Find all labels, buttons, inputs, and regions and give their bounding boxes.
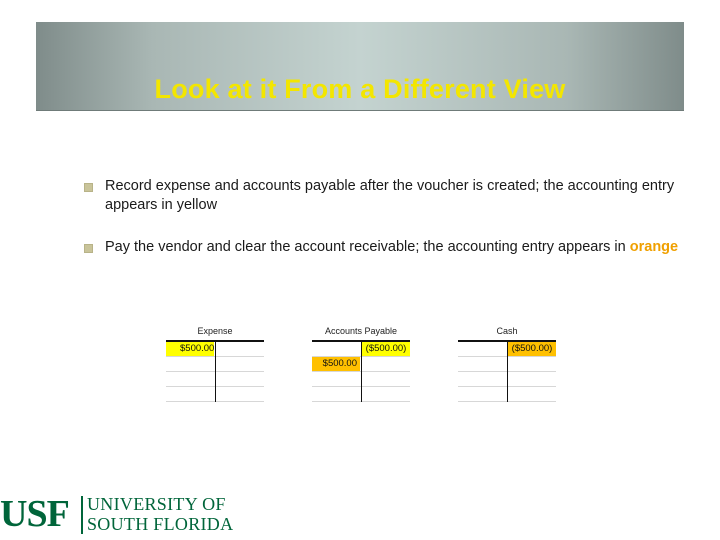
slide-title: Look at it From a Different View (154, 74, 566, 104)
t-accounts-figure (166, 322, 556, 402)
t-account-accounts-payable (312, 322, 410, 369)
t-account-cash (458, 322, 556, 354)
expense-debit-cell: $500.00 (166, 342, 214, 356)
bullet-text-1: Record expense and accounts payable after the voucher is created; the accounting entry appears in yellow (105, 178, 675, 213)
bullet-item-1 (84, 177, 684, 215)
usf-logo (0, 492, 240, 540)
bullet-text-2: Pay the vendor and clear the account receivable; the accounting entry appears in (105, 239, 630, 255)
t-account-expense (166, 322, 264, 354)
title-banner (36, 22, 684, 111)
t-account-divider (215, 342, 216, 402)
bullet-list (84, 177, 684, 280)
cash-credit-cell: ($500.00) (508, 342, 556, 356)
square-bullet-icon (84, 183, 93, 192)
bullet-item-2 (84, 238, 684, 257)
logo-line-1: UNIVERSITY OF (87, 494, 226, 514)
logo-line-2: SOUTH FLORIDA (87, 514, 234, 534)
payable-credit-cell: ($500.00) (362, 342, 410, 356)
orange-highlight-word: orange (629, 239, 679, 255)
logo-divider (81, 496, 83, 534)
payable-debit-cell: $500.00 (312, 357, 360, 371)
t-account-title: Accounts Payable (312, 322, 410, 342)
square-bullet-icon (84, 244, 93, 253)
usf-logo-mark: USF (0, 493, 69, 535)
t-account-title: Cash (458, 322, 556, 342)
t-account-title: Expense (166, 322, 264, 342)
